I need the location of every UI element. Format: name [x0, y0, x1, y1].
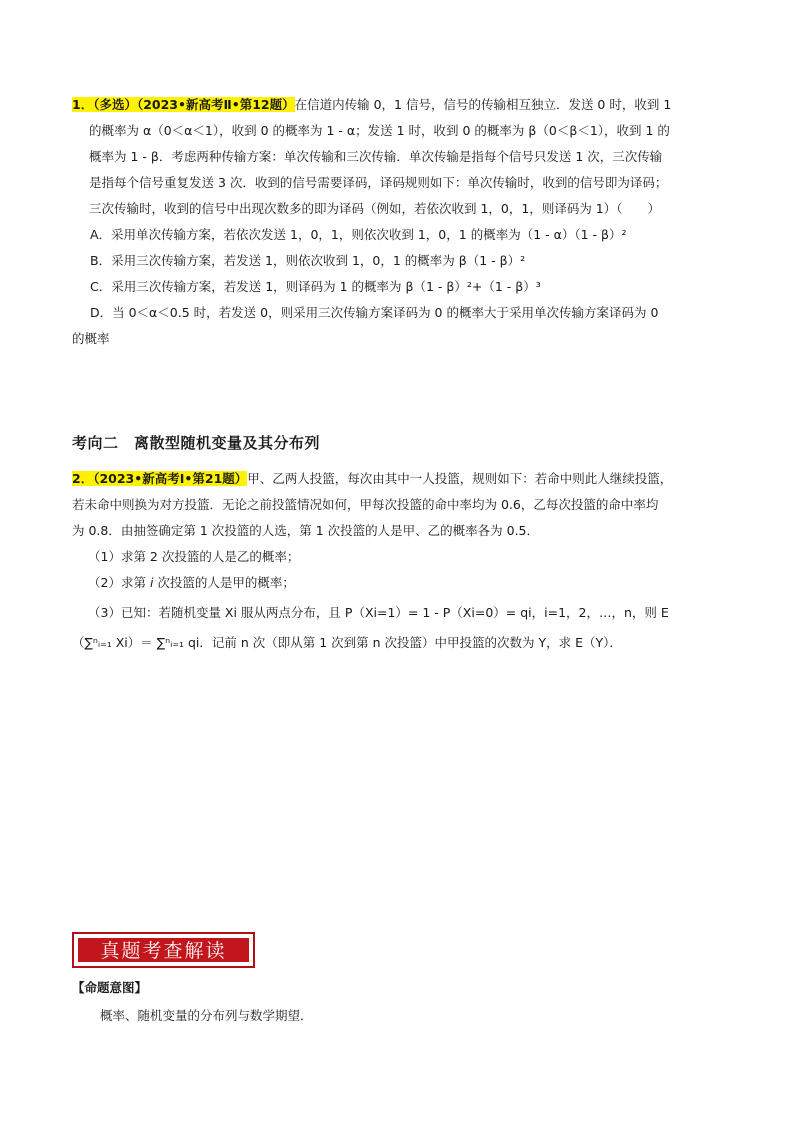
subquestion-2-variable: i	[149, 575, 154, 590]
option-d-continued: 的概率	[72, 331, 110, 346]
option-c: C．采用三次传输方案，若发送 1，则译码为 1 的概率为 β（1 - β）²+（1 - β）³	[90, 279, 541, 294]
question-1-line-2: 的概率为 α（0＜α＜1），收到 0 的概率为 1 - α；发送 1 时，收到 0 的概率为 β（0＜β＜1），收到 1 的	[89, 123, 670, 138]
question-1-label: 1．（多选）（2023•新高考Ⅱ•第12题）	[72, 97, 295, 112]
option-b: B．采用三次传输方案，若发送 1，则依次收到 1，0，1 的概率为 β（1 - β）²	[90, 253, 526, 268]
question-1-line-1: 在信道内传输 0，1 信号，信号的传输相互独立．发送 0 时，收到 1	[294, 97, 672, 112]
question-2-line-3: 为 0.8．由抽签确定第 1 次投篮的人选，第 1 次投篮的人是甲、乙的概率各为 0.5．	[72, 523, 540, 538]
question-2-label: 2．（2023•新高考Ⅰ•第21题）	[72, 471, 248, 486]
question-2-line-2: 若未命中则换为对方投篮．无论之前投篮情况如何，甲每次投篮的命中率均为 0.6，乙每次投篮的命中率均	[72, 497, 659, 512]
subquestion-2	[88, 570, 728, 596]
section-banner-title: 真题考查解读	[77, 937, 250, 963]
subquestion-3-continued: （∑ⁿᵢ₌₁ Xi）＝ ∑ⁿᵢ₌₁ qi．记前 n 次（即从第 1 次到第 n 次投篮）中甲投篮的次数为 Y，求 E（Y）．	[72, 635, 622, 650]
question-1-line-3: 概率为 1 - β．考虑两种传输方案：单次传输和三次传输．单次传输是指每个信号只发送 1 次，三次传输	[89, 149, 663, 164]
question-2-line-1: 甲、乙两人投篮，每次由其中一人投篮，规则如下：若命中则此人继续投篮，	[247, 471, 673, 486]
question-1	[72, 92, 732, 222]
question-2	[72, 466, 732, 544]
subquestion-2-suffix: 次投篮的人是甲的概率；	[153, 575, 295, 590]
intent-tag: 【命题意图】	[72, 980, 148, 995]
section-heading: 考向二 离散型随机变量及其分布列	[72, 434, 321, 452]
section-banner	[72, 932, 255, 968]
subquestion-3: （3）已知：若随机变量 Xi 服从两点分布，且 P（Xi=1）= 1 - P（Xi=0）= qi，i=1，2，…，n，则 E	[88, 605, 669, 620]
subquestion-2-prefix: （2）求第	[88, 575, 150, 590]
subquestion-1: （1）求第 2 次投篮的人是乙的概率；	[88, 549, 300, 564]
option-d: D．当 0＜α＜0.5 时，若发送 0，则采用三次传输方案译码为 0 的概率大于采用单次传输方案译码为 0	[90, 305, 659, 320]
question-1-line-5: 三次传输时，收到的信号中出现次数多的即为译码（例如，若依次收到 1，0，1，则译码为 1）（ ）	[89, 201, 661, 216]
intent-text: 概率、随机变量的分布列与数学期望．	[100, 1008, 313, 1023]
option-a: A．采用单次传输方案，若依次发送 1，0，1，则依次收到 1，0，1 的概率为（1 - α）（1 - β）²	[90, 227, 627, 242]
question-1-line-4: 是指每个信号重复发送 3 次．收到的信号需要译码，译码规则如下：单次传输时，收到的信号即为译码；	[89, 175, 668, 190]
